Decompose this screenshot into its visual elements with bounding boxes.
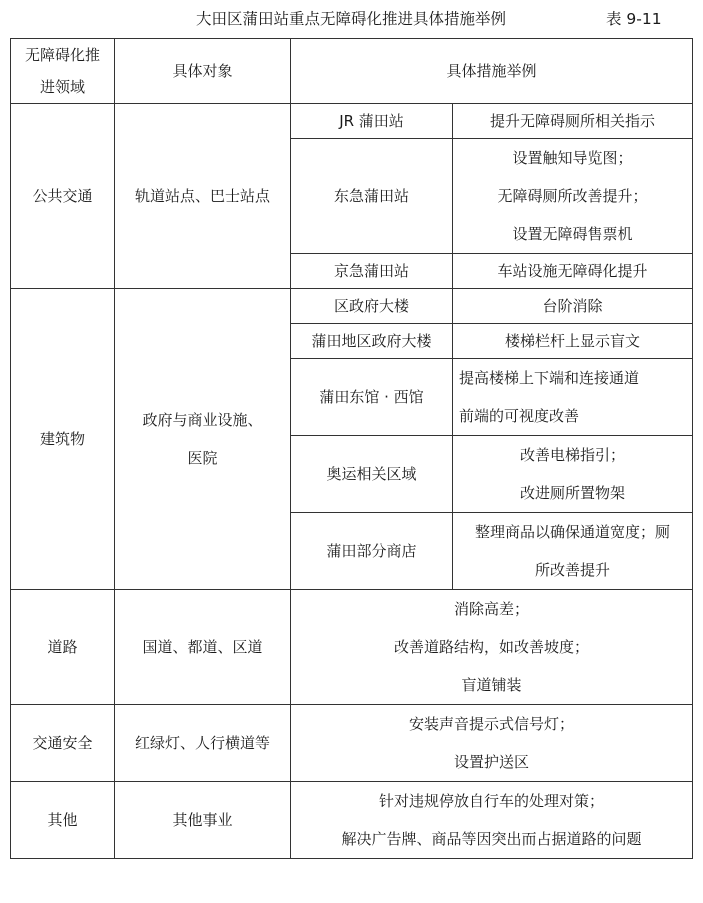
header-target: 具体对象 xyxy=(115,39,291,104)
domain-cell: 其他 xyxy=(11,782,115,859)
measure-cell: 车站设施无障碍化提升 xyxy=(453,254,693,289)
measure-cell: 消除高差； 改善道路结构，如改善坡度； 盲道铺装 xyxy=(291,590,693,705)
place-cell: 东急蒲田站 xyxy=(291,139,453,254)
domain-cell: 公共交通 xyxy=(11,104,115,289)
table-row xyxy=(11,289,693,324)
place-cell: JR 蒲田站 xyxy=(291,104,453,139)
table-title: 大田区蒲田站重点无障碍化推进具体措施举例 xyxy=(196,10,507,28)
target-cell: 红绿灯、人行横道等 xyxy=(115,705,291,782)
table-caption xyxy=(0,6,703,32)
table-row xyxy=(11,104,693,139)
place-cell: 区政府大楼 xyxy=(291,289,453,324)
measure-cell: 安装声音提示式信号灯； 设置护送区 xyxy=(291,705,693,782)
target-cell: 轨道站点、巴士站点 xyxy=(115,104,291,289)
table-number: 表 9-11 xyxy=(606,10,662,28)
measure-cell: 改善电梯指引； 改进厕所置物架 xyxy=(453,436,693,513)
place-cell: 蒲田东馆 · 西馆 xyxy=(291,359,453,436)
domain-cell: 交通安全 xyxy=(11,705,115,782)
target-cell: 其他事业 xyxy=(115,782,291,859)
target-cell: 国道、都道、区道 xyxy=(115,590,291,705)
measures-table xyxy=(10,38,693,859)
place-cell: 蒲田地区政府大楼 xyxy=(291,324,453,359)
measure-cell: 针对违规停放自行车的处理对策； 解决广告牌、商品等因突出而占据道路的问题 xyxy=(291,782,693,859)
measure-cell: 楼梯栏杆上显示盲文 xyxy=(453,324,693,359)
measure-cell: 整理商品以确保通道宽度；厕 所改善提升 xyxy=(453,513,693,590)
place-cell: 京急蒲田站 xyxy=(291,254,453,289)
measure-cell: 提升无障碍厕所相关指示 xyxy=(453,104,693,139)
place-cell: 蒲田部分商店 xyxy=(291,513,453,590)
measure-cell: 设置触知导览图； 无障碍厕所改善提升； 设置无障碍售票机 xyxy=(453,139,693,254)
header-row xyxy=(11,39,693,104)
measure-cell: 提高楼梯上下端和连接通道 前端的可视度改善 xyxy=(453,359,693,436)
domain-cell: 道路 xyxy=(11,590,115,705)
header-measures: 具体措施举例 xyxy=(291,39,693,104)
table-row xyxy=(11,705,693,782)
domain-cell: 建筑物 xyxy=(11,289,115,590)
table-row xyxy=(11,782,693,859)
place-cell: 奥运相关区域 xyxy=(291,436,453,513)
measure-cell: 台阶消除 xyxy=(453,289,693,324)
target-cell: 政府与商业设施、 医院 xyxy=(115,289,291,590)
header-domain: 无障碍化推 进领域 xyxy=(11,39,115,104)
table-row xyxy=(11,590,693,705)
